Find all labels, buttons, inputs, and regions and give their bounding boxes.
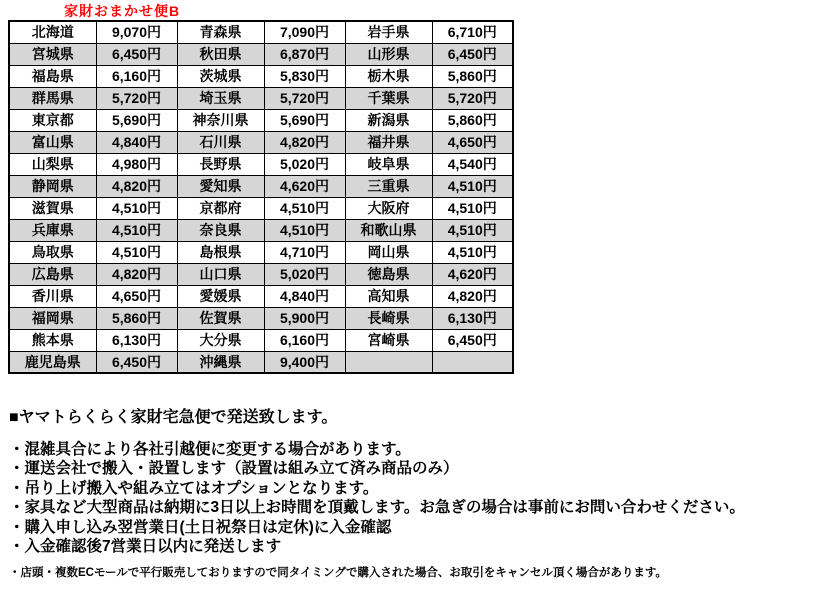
prefecture-cell: 宮城県: [9, 43, 96, 65]
fee-table-body: [9, 21, 513, 373]
price-cell: 5,900円: [264, 307, 345, 329]
price-cell: 7,090円: [264, 21, 345, 43]
prefecture-cell: 山形県: [345, 43, 432, 65]
table-row: [9, 329, 513, 351]
price-cell: 4,710円: [264, 241, 345, 263]
prefecture-cell: 広島県: [9, 263, 96, 285]
prefecture-cell: 青森県: [177, 21, 264, 43]
prefecture-cell: 山口県: [177, 263, 264, 285]
shipping-notes: [9, 408, 819, 580]
table-row: [9, 131, 513, 153]
prefecture-cell: 徳島県: [345, 263, 432, 285]
prefecture-cell: 埼玉県: [177, 87, 264, 109]
price-cell: 5,720円: [96, 87, 177, 109]
prefecture-cell: 佐賀県: [177, 307, 264, 329]
note-item: ・入金確認後7営業日以内に発送します: [9, 538, 282, 556]
price-cell: 4,820円: [432, 285, 513, 307]
prefecture-cell: 石川県: [177, 131, 264, 153]
prefecture-cell: [345, 351, 432, 373]
price-cell: 6,160円: [264, 329, 345, 351]
table-row: [9, 351, 513, 373]
price-cell: 5,860円: [432, 65, 513, 87]
notes-footnote: ・店頭・複数ECモールで平行販売しておりますので同タイミングで購入された場合、お取引をキャンセル頂く場合があります。: [9, 567, 667, 580]
price-cell: 6,450円: [432, 329, 513, 351]
price-cell: 4,510円: [432, 219, 513, 241]
price-cell: 5,020円: [264, 153, 345, 175]
prefecture-cell: 兵庫県: [9, 219, 96, 241]
shipping-plan-title: 家財おまかせ便B: [64, 3, 181, 19]
price-cell: 4,510円: [96, 241, 177, 263]
price-cell: [432, 351, 513, 373]
price-cell: 4,510円: [432, 175, 513, 197]
table-row: [9, 285, 513, 307]
note-item: ・家具など大型商品は納期に3日以上お時間を頂戴します。お急ぎの場合は事前にお問い合わせください。: [9, 499, 745, 517]
table-row: [9, 109, 513, 131]
prefecture-cell: 東京都: [9, 109, 96, 131]
prefecture-cell: 香川県: [9, 285, 96, 307]
price-cell: 4,510円: [432, 241, 513, 263]
table-row: [9, 43, 513, 65]
prefecture-cell: 長野県: [177, 153, 264, 175]
prefecture-cell: 宮崎県: [345, 329, 432, 351]
price-cell: 5,860円: [96, 307, 177, 329]
price-cell: 4,510円: [264, 219, 345, 241]
price-cell: 4,510円: [432, 197, 513, 219]
price-cell: 5,860円: [432, 109, 513, 131]
prefecture-cell: 鳥取県: [9, 241, 96, 263]
price-cell: 5,720円: [264, 87, 345, 109]
price-cell: 6,130円: [96, 329, 177, 351]
price-cell: 5,720円: [432, 87, 513, 109]
prefecture-cell: 神奈川県: [177, 109, 264, 131]
prefecture-cell: 新潟県: [345, 109, 432, 131]
price-cell: 4,840円: [264, 285, 345, 307]
price-cell: 9,400円: [264, 351, 345, 373]
table-row: [9, 21, 513, 43]
prefecture-cell: 静岡県: [9, 175, 96, 197]
table-row: [9, 197, 513, 219]
prefecture-cell: 沖縄県: [177, 351, 264, 373]
price-cell: 4,540円: [432, 153, 513, 175]
table-row: [9, 175, 513, 197]
price-cell: 6,450円: [96, 351, 177, 373]
price-cell: 4,620円: [264, 175, 345, 197]
prefecture-cell: 大阪府: [345, 197, 432, 219]
note-item: ・混雑具合により各社引越便に変更する場合があります。: [9, 441, 411, 458]
prefecture-cell: 大分県: [177, 329, 264, 351]
prefecture-cell: 奈良県: [177, 219, 264, 241]
prefecture-cell: 富山県: [9, 131, 96, 153]
prefecture-cell: 福井県: [345, 131, 432, 153]
note-item: ・運送会社で搬入・設置します（設置は組み立て済み商品のみ）: [9, 460, 459, 478]
prefecture-cell: 福島県: [9, 65, 96, 87]
table-row: [9, 65, 513, 87]
prefecture-cell: 長崎県: [345, 307, 432, 329]
prefecture-cell: 三重県: [345, 175, 432, 197]
price-cell: 6,160円: [96, 65, 177, 87]
prefecture-cell: 千葉県: [345, 87, 432, 109]
prefecture-cell: 茨城県: [177, 65, 264, 87]
shipping-fee-table: [8, 20, 514, 374]
price-cell: 4,820円: [264, 131, 345, 153]
prefecture-cell: 岩手県: [345, 21, 432, 43]
price-cell: 4,620円: [432, 263, 513, 285]
price-cell: 5,690円: [264, 109, 345, 131]
prefecture-cell: 京都府: [177, 197, 264, 219]
price-cell: 4,510円: [96, 197, 177, 219]
prefecture-cell: 福岡県: [9, 307, 96, 329]
price-cell: 4,820円: [96, 263, 177, 285]
price-cell: 4,840円: [96, 131, 177, 153]
table-row: [9, 241, 513, 263]
price-cell: 4,980円: [96, 153, 177, 175]
table-row: [9, 87, 513, 109]
price-cell: 6,870円: [264, 43, 345, 65]
price-cell: 5,830円: [264, 65, 345, 87]
prefecture-cell: 群馬県: [9, 87, 96, 109]
table-row: [9, 263, 513, 285]
prefecture-cell: 島根県: [177, 241, 264, 263]
price-cell: 6,450円: [96, 43, 177, 65]
note-item: ・購入申し込み翌営業日(土日祝祭日は定休)に入金確認: [9, 518, 392, 536]
notes-bullet-list: [9, 440, 819, 556]
price-cell: 5,020円: [264, 263, 345, 285]
price-cell: 4,510円: [264, 197, 345, 219]
price-cell: 4,650円: [432, 131, 513, 153]
notes-heading: ■ヤマトらくらく家財宅急便で発送致します。: [9, 409, 338, 426]
prefecture-cell: 岡山県: [345, 241, 432, 263]
prefecture-cell: 高知県: [345, 285, 432, 307]
price-cell: 4,510円: [96, 219, 177, 241]
prefecture-cell: 和歌山県: [345, 219, 432, 241]
prefecture-cell: 北海道: [9, 21, 96, 43]
prefecture-cell: 熊本県: [9, 329, 96, 351]
table-row: [9, 307, 513, 329]
prefecture-cell: 栃木県: [345, 65, 432, 87]
prefecture-cell: 山梨県: [9, 153, 96, 175]
prefecture-cell: 愛知県: [177, 175, 264, 197]
prefecture-cell: 岐阜県: [345, 153, 432, 175]
prefecture-cell: 秋田県: [177, 43, 264, 65]
price-cell: 9,070円: [96, 21, 177, 43]
price-cell: 4,820円: [96, 175, 177, 197]
prefecture-cell: 滋賀県: [9, 197, 96, 219]
prefecture-cell: 鹿児島県: [9, 351, 96, 373]
prefecture-cell: 愛媛県: [177, 285, 264, 307]
price-cell: 6,710円: [432, 21, 513, 43]
price-cell: 5,690円: [96, 109, 177, 131]
table-row: [9, 153, 513, 175]
price-cell: 4,650円: [96, 285, 177, 307]
note-item: ・吊り上げ搬入や組み立てはオプションとなります。: [9, 479, 379, 497]
price-cell: 6,130円: [432, 307, 513, 329]
price-cell: 6,450円: [432, 43, 513, 65]
table-row: [9, 219, 513, 241]
